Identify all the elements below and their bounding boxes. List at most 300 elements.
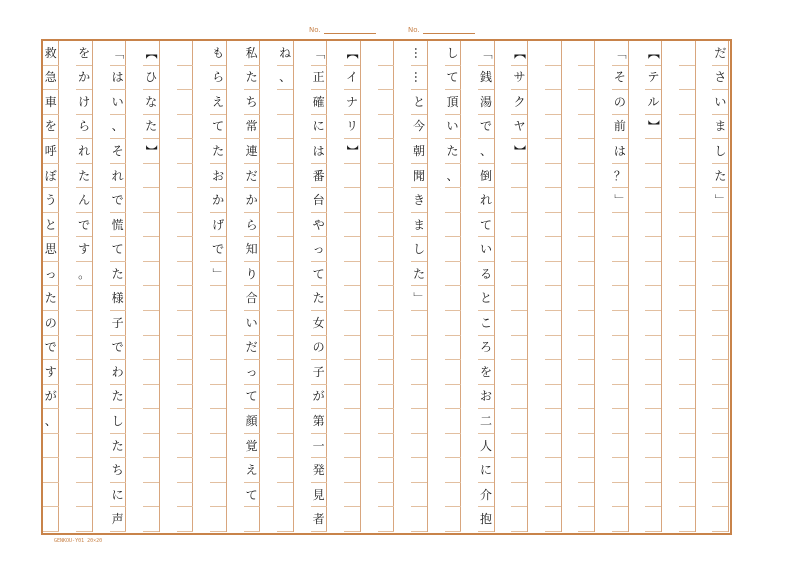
manuscript-cell (210, 336, 226, 361)
manuscript-cell (679, 458, 695, 483)
manuscript-cell (378, 483, 394, 508)
number-underline (324, 27, 376, 34)
manuscript-cell: ね (277, 41, 293, 66)
manuscript-cell (177, 483, 193, 508)
manuscript-cell (545, 139, 561, 164)
manuscript-cell (511, 409, 527, 434)
manuscript-cell (712, 237, 728, 262)
column-gap (160, 41, 177, 532)
manuscript-cell: す (43, 360, 59, 385)
manuscript-cell (210, 360, 226, 385)
manuscript-cell: し (712, 139, 728, 164)
manuscript-cell: な (143, 90, 159, 115)
manuscript-cell (679, 385, 695, 410)
manuscript-cell (511, 360, 527, 385)
manuscript-cell: れ (76, 139, 92, 164)
manuscript-cell: 発 (311, 458, 327, 483)
manuscript-cell (645, 188, 661, 213)
manuscript-cell (177, 164, 193, 189)
manuscript-cell: 【 (143, 41, 159, 66)
manuscript-cell: 見 (311, 483, 327, 508)
manuscript-cell (378, 66, 394, 91)
manuscript-cell: た (712, 164, 728, 189)
manuscript-cell (344, 188, 360, 213)
manuscript-cell (244, 507, 260, 532)
manuscript-cell (679, 287, 695, 312)
manuscript-cell (712, 360, 728, 385)
manuscript-cell (378, 287, 394, 312)
manuscript-cell (545, 237, 561, 262)
manuscript-cell: か (244, 188, 260, 213)
manuscript-column (545, 41, 562, 532)
manuscript-cell: ら (210, 66, 226, 91)
manuscript-cell: 銭 (478, 66, 494, 91)
manuscript-column (143, 41, 160, 532)
manuscript-cell: で (478, 115, 494, 140)
manuscript-cell (378, 262, 394, 287)
manuscript-cell (143, 458, 159, 483)
manuscript-cell (679, 262, 695, 287)
manuscript-cell (679, 336, 695, 361)
manuscript-cell (344, 483, 360, 508)
manuscript-cell (578, 213, 594, 238)
manuscript-cell: は (612, 139, 628, 164)
manuscript-cell: 「 (110, 41, 126, 66)
manuscript-cell: 】 (344, 139, 360, 164)
manuscript-cell: い (478, 237, 494, 262)
manuscript-cell: … (411, 66, 427, 91)
manuscript-cell (679, 188, 695, 213)
manuscript-cell: た (110, 262, 126, 287)
manuscript-cell: れ (478, 188, 494, 213)
manuscript-cell: 私 (244, 41, 260, 66)
manuscript-cell: か (210, 188, 226, 213)
manuscript-cell: 者 (311, 507, 327, 532)
manuscript-cell: て (244, 483, 260, 508)
column-gap (495, 41, 512, 532)
manuscript-cell (645, 434, 661, 459)
manuscript-cell: 声 (110, 507, 126, 532)
manuscript-cell (277, 90, 293, 115)
manuscript-cell (378, 188, 394, 213)
manuscript-cell (344, 164, 360, 189)
manuscript-cell (177, 311, 193, 336)
manuscript-cell (378, 41, 394, 66)
manuscript-cell (143, 336, 159, 361)
manuscript-cell (43, 483, 59, 508)
manuscript-cell: お (478, 385, 494, 410)
manuscript-cell (143, 287, 159, 312)
manuscript-cell (712, 262, 728, 287)
manuscript-cell: 【 (645, 41, 661, 66)
manuscript-cell: 覚 (244, 434, 260, 459)
manuscript-cell (578, 507, 594, 532)
manuscript-cell (612, 336, 628, 361)
manuscript-cell (277, 360, 293, 385)
footer-code: GENKOU-Y01 20×20 (54, 538, 103, 544)
column-gap (126, 41, 143, 532)
manuscript-cell (210, 458, 226, 483)
manuscript-cell: 倒 (478, 164, 494, 189)
manuscript-cell (277, 164, 293, 189)
manuscript-cell (578, 483, 594, 508)
manuscript-cell (545, 360, 561, 385)
manuscript-cell: に (311, 115, 327, 140)
manuscript-cell: の (311, 336, 327, 361)
manuscript-cell: 「 (311, 41, 327, 66)
manuscript-cell: か (76, 66, 92, 91)
manuscript-cell (712, 385, 728, 410)
manuscript-cell: ぼ (43, 164, 59, 189)
manuscript-cell (445, 483, 461, 508)
manuscript-cell (378, 90, 394, 115)
manuscript-cell (612, 237, 628, 262)
manuscript-cell: リ (344, 115, 360, 140)
manuscript-cell (177, 336, 193, 361)
manuscript-cell (511, 287, 527, 312)
manuscript-cell (143, 164, 159, 189)
manuscript-cell: え (244, 458, 260, 483)
manuscript-cell (277, 336, 293, 361)
manuscript-cell: て (244, 385, 260, 410)
manuscript-cell (511, 507, 527, 532)
manuscript-cell: 」 (712, 188, 728, 213)
column-gap (59, 41, 76, 532)
manuscript-cell: そ (110, 139, 126, 164)
manuscript-cell (545, 66, 561, 91)
manuscript-cell (645, 311, 661, 336)
manuscript-cell: る (478, 262, 494, 287)
manuscript-cell (545, 385, 561, 410)
manuscript-cell (277, 237, 293, 262)
manuscript-cell (445, 409, 461, 434)
manuscript-cell: 【 (344, 41, 360, 66)
manuscript-cell (143, 434, 159, 459)
manuscript-cell: い (244, 311, 260, 336)
manuscript-cell (679, 139, 695, 164)
manuscript-cell (679, 507, 695, 532)
manuscript-cell (43, 434, 59, 459)
manuscript-cell (210, 409, 226, 434)
manuscript-cell (344, 336, 360, 361)
manuscript-cell (545, 458, 561, 483)
manuscript-cell: い (110, 90, 126, 115)
manuscript-cell (143, 311, 159, 336)
manuscript-column (712, 41, 729, 532)
manuscript-cell (76, 311, 92, 336)
manuscript-cell (177, 139, 193, 164)
manuscript-cell: 聞 (411, 164, 427, 189)
manuscript-cell: が (43, 385, 59, 410)
manuscript-cell (210, 287, 226, 312)
manuscript-cell (277, 409, 293, 434)
manuscript-cell: た (110, 385, 126, 410)
manuscript-cell (76, 507, 92, 532)
manuscript-cell (712, 409, 728, 434)
manuscript-cell (445, 360, 461, 385)
manuscript-column (244, 41, 261, 532)
manuscript-cell (679, 115, 695, 140)
manuscript-cell: た (76, 164, 92, 189)
manuscript-cell: ち (110, 458, 126, 483)
manuscript-cell (344, 409, 360, 434)
manuscript-cell: ひ (143, 66, 159, 91)
manuscript-cell (378, 164, 394, 189)
manuscript-cell (76, 287, 92, 312)
manuscript-cell (277, 213, 293, 238)
manuscript-cell (511, 458, 527, 483)
manuscript-cell (679, 41, 695, 66)
manuscript-cell: 顔 (244, 409, 260, 434)
manuscript-cell (277, 311, 293, 336)
number-underline (423, 27, 475, 34)
manuscript-cell: 第 (311, 409, 327, 434)
manuscript-cell: た (110, 434, 126, 459)
manuscript-cell (177, 188, 193, 213)
manuscript-cell (712, 483, 728, 508)
manuscript-cell: 二 (478, 409, 494, 434)
manuscript-column (578, 41, 595, 532)
manuscript-cell (378, 360, 394, 385)
manuscript-cell (712, 287, 728, 312)
manuscript-cell (143, 483, 159, 508)
manuscript-cell (277, 434, 293, 459)
manuscript-cell: ら (244, 213, 260, 238)
manuscript-cell: 合 (244, 287, 260, 312)
manuscript-cell: 「 (478, 41, 494, 66)
manuscript-cell: こ (478, 311, 494, 336)
manuscript-cell: り (244, 262, 260, 287)
manuscript-column (277, 41, 294, 532)
manuscript-cell: だ (712, 41, 728, 66)
manuscript-cell: え (210, 90, 226, 115)
manuscript-cell (177, 458, 193, 483)
manuscript-cell: っ (244, 360, 260, 385)
manuscript-cell (679, 409, 695, 434)
manuscript-cell: 確 (311, 90, 327, 115)
manuscript-cell (645, 237, 661, 262)
manuscript-cell: で (110, 188, 126, 213)
manuscript-cell (76, 336, 92, 361)
manuscript-cell (445, 237, 461, 262)
manuscript-cell (612, 507, 628, 532)
manuscript-cell (545, 287, 561, 312)
manuscript-cell (411, 336, 427, 361)
manuscript-cell (545, 90, 561, 115)
manuscript-cell: テ (645, 66, 661, 91)
manuscript-column (478, 41, 495, 532)
column-gap (327, 41, 344, 532)
manuscript-cell (143, 507, 159, 532)
manuscript-cell: は (311, 139, 327, 164)
column-gap (461, 41, 478, 532)
manuscript-cell (712, 458, 728, 483)
manuscript-cell: で (110, 336, 126, 361)
manuscript-cell: 人 (478, 434, 494, 459)
manuscript-cell: て (311, 262, 327, 287)
manuscript-cell (645, 458, 661, 483)
column-gap (662, 41, 679, 532)
manuscript-cell: す (76, 237, 92, 262)
manuscript-cell: 、 (445, 164, 461, 189)
manuscript-cell: 知 (244, 237, 260, 262)
manuscript-column (679, 41, 696, 532)
column-gap (595, 41, 612, 532)
manuscript-cell (445, 213, 461, 238)
manuscript-cell: 様 (110, 287, 126, 312)
manuscript-cell (578, 66, 594, 91)
manuscript-cell (344, 507, 360, 532)
manuscript-column (43, 41, 60, 532)
manuscript-cell: 連 (244, 139, 260, 164)
manuscript-cell: て (110, 237, 126, 262)
manuscript-cell: ん (76, 188, 92, 213)
manuscript-cell (43, 458, 59, 483)
manuscript-cell: わ (110, 360, 126, 385)
manuscript-cell: き (411, 188, 427, 213)
manuscript-cell: ク (511, 90, 527, 115)
manuscript-cell: 思 (43, 237, 59, 262)
manuscript-cell (344, 434, 360, 459)
manuscript-cell (411, 385, 427, 410)
manuscript-cell: 呼 (43, 139, 59, 164)
manuscript-cell (511, 311, 527, 336)
manuscript-cell (445, 311, 461, 336)
manuscript-cell: 、 (110, 115, 126, 140)
manuscript-cell: 救 (43, 41, 59, 66)
manuscript-cell: や (311, 213, 327, 238)
manuscript-cell (210, 385, 226, 410)
manuscript-cell (578, 434, 594, 459)
manuscript-cell: … (411, 41, 427, 66)
manuscript-cell (645, 336, 661, 361)
manuscript-cell (143, 385, 159, 410)
manuscript-cell: 番 (311, 164, 327, 189)
manuscript-cell: 車 (43, 90, 59, 115)
manuscript-cell: ま (712, 115, 728, 140)
manuscript-cell (445, 262, 461, 287)
column-gap (193, 41, 210, 532)
manuscript-cell (445, 458, 461, 483)
manuscript-cell (378, 507, 394, 532)
manuscript-cell: 女 (311, 311, 327, 336)
manuscript-cell: お (210, 164, 226, 189)
manuscript-cell (277, 458, 293, 483)
manuscript-cell: た (411, 262, 427, 287)
manuscript-cell (43, 507, 59, 532)
manuscript-cell (645, 213, 661, 238)
manuscript-cell: 】 (511, 139, 527, 164)
manuscript-cell: た (210, 139, 226, 164)
manuscript-column (411, 41, 428, 532)
manuscript-cell (411, 409, 427, 434)
manuscript-cell (612, 434, 628, 459)
manuscript-cell (578, 287, 594, 312)
manuscript-cell: の (43, 311, 59, 336)
manuscript-cell (612, 311, 628, 336)
manuscript-cell: し (445, 41, 461, 66)
manuscript-cell (177, 66, 193, 91)
manuscript-cell: 前 (612, 115, 628, 140)
manuscript-cell (578, 115, 594, 140)
manuscript-cell (177, 90, 193, 115)
manuscript-cell: し (411, 237, 427, 262)
manuscript-cell: と (478, 287, 494, 312)
manuscript-cell (545, 115, 561, 140)
manuscript-cell: 子 (311, 360, 327, 385)
manuscript-cell (612, 458, 628, 483)
manuscript-cell (645, 262, 661, 287)
manuscript-cell (645, 483, 661, 508)
manuscript-cell (378, 139, 394, 164)
manuscript-cell: 急 (43, 66, 59, 91)
manuscript-cell: さ (712, 66, 728, 91)
manuscript-cell: 、 (478, 139, 494, 164)
manuscript-cell: 常 (244, 115, 260, 140)
manuscript-cell (578, 188, 594, 213)
manuscript-cell: っ (43, 262, 59, 287)
manuscript-cell: 台 (311, 188, 327, 213)
manuscript-cell (378, 336, 394, 361)
manuscript-cell (712, 311, 728, 336)
manuscript-cell (378, 311, 394, 336)
manuscript-cell: て (445, 66, 461, 91)
manuscript-cell: に (478, 458, 494, 483)
manuscript-cell (445, 287, 461, 312)
manuscript-cell (76, 385, 92, 410)
manuscript-cell (679, 90, 695, 115)
manuscript-cell (645, 409, 661, 434)
manuscript-cell: 「 (612, 41, 628, 66)
manuscript-cell (378, 237, 394, 262)
manuscript-cell (511, 483, 527, 508)
manuscript-cell (177, 237, 193, 262)
manuscript-cell (511, 213, 527, 238)
manuscript-cell: で (43, 336, 59, 361)
manuscript-cell (545, 41, 561, 66)
manuscript-cell: ち (244, 90, 260, 115)
number-label-text: No. (408, 26, 420, 34)
number-label-left (309, 26, 376, 34)
manuscript-cell: 】 (143, 139, 159, 164)
manuscript-cell: ル (645, 90, 661, 115)
manuscript-column (645, 41, 662, 532)
manuscript-cell (177, 360, 193, 385)
manuscript-cell (344, 213, 360, 238)
manuscript-cell (210, 483, 226, 508)
manuscript-column (210, 41, 227, 532)
manuscript-cell (578, 385, 594, 410)
manuscript-cell (612, 360, 628, 385)
manuscript-cell: を (43, 115, 59, 140)
manuscript-cell: う (43, 188, 59, 213)
manuscript-cell (177, 409, 193, 434)
manuscript-cell: ら (76, 115, 92, 140)
manuscript-cell: げ (210, 213, 226, 238)
manuscript-cell (712, 507, 728, 532)
manuscript-cell (378, 385, 394, 410)
manuscript-cell (210, 507, 226, 532)
manuscript-cell: と (411, 90, 427, 115)
manuscript-cell (210, 434, 226, 459)
manuscript-cell (679, 164, 695, 189)
manuscript-cell (277, 188, 293, 213)
manuscript-cell (712, 434, 728, 459)
manuscript-cell (511, 164, 527, 189)
manuscript-cell (578, 360, 594, 385)
manuscript-cell (76, 409, 92, 434)
manuscript-cell (277, 483, 293, 508)
